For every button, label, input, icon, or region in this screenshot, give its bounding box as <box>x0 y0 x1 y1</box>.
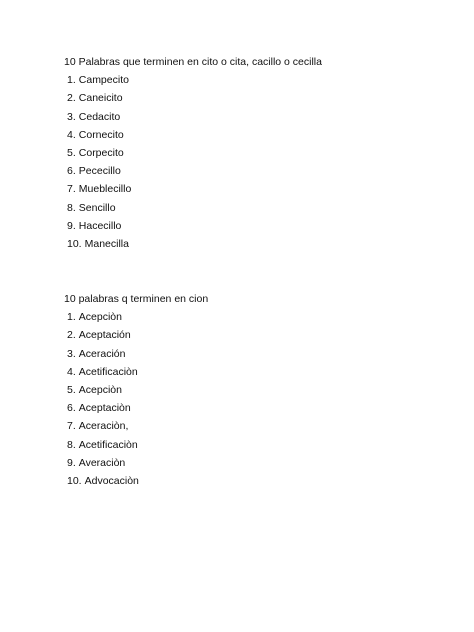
item-number: 5. <box>67 146 76 159</box>
item-word: Acepciòn <box>78 311 122 324</box>
item-word: Acepciòn <box>78 383 122 396</box>
item-number: 8. <box>67 438 76 451</box>
list-item <box>64 146 464 160</box>
item-number: 3. <box>67 347 76 360</box>
item-number: 4. <box>67 365 76 378</box>
item-number: 2. <box>67 92 76 105</box>
list-item <box>64 201 464 215</box>
list-item <box>64 164 464 178</box>
item-number: 10. <box>67 474 82 487</box>
list-item <box>64 91 464 105</box>
item-number: 6. <box>67 165 76 178</box>
list-item <box>64 328 464 342</box>
item-word: Aceración <box>78 347 126 360</box>
item-word: Aceraciòn, <box>78 420 129 433</box>
list-item <box>64 347 464 361</box>
item-word: Advocaciòn <box>84 474 139 487</box>
item-number: 3. <box>67 110 76 123</box>
section-heading: 10 palabras q terminen en cion <box>64 293 209 305</box>
list-item <box>64 419 464 433</box>
item-number: 10. <box>67 237 82 250</box>
list-item <box>64 237 464 251</box>
item-word: Manecilla <box>84 237 129 250</box>
item-number: 9. <box>67 219 76 232</box>
item-number: 1. <box>67 74 76 87</box>
item-word: Cedacito <box>78 110 121 123</box>
word-list <box>64 310 464 488</box>
word-list <box>64 73 464 251</box>
item-word: Pececillo <box>78 165 121 178</box>
list-item <box>64 110 464 124</box>
list-item <box>64 456 464 470</box>
list-item <box>64 383 464 397</box>
item-number: 5. <box>67 383 76 396</box>
list-item <box>64 438 464 452</box>
list-item <box>64 401 464 415</box>
item-word: Cornecito <box>78 128 124 141</box>
item-word: Acetificaciòn <box>78 438 138 451</box>
item-number: 8. <box>67 201 76 214</box>
item-number: 9. <box>67 456 76 469</box>
list-item <box>64 310 464 324</box>
list-item <box>64 474 464 488</box>
item-word: Averaciòn <box>78 456 126 469</box>
item-word: Campecito <box>78 74 129 87</box>
list-item <box>64 182 464 196</box>
item-word: Acetificaciòn <box>78 365 138 378</box>
list-item <box>64 365 464 379</box>
section-heading: 10 Palabras que terminen en cito o cita, cacillo o cecilla <box>64 56 322 68</box>
item-number: 7. <box>67 183 76 196</box>
item-word: Mueblecillo <box>78 183 132 196</box>
item-number: 6. <box>67 402 76 415</box>
section-cion <box>64 292 464 488</box>
item-number: 7. <box>67 420 76 433</box>
item-word: Corpecito <box>78 146 124 159</box>
list-item <box>64 73 464 87</box>
item-word: Aceptación <box>78 329 131 342</box>
item-number: 2. <box>67 329 76 342</box>
item-number: 1. <box>67 311 76 324</box>
item-number: 4. <box>67 128 76 141</box>
item-word: Sencillo <box>78 201 116 214</box>
item-word: Aceptaciòn <box>78 402 131 415</box>
item-word: Caneicito <box>78 92 123 105</box>
list-item <box>64 128 464 142</box>
list-item <box>64 219 464 233</box>
item-word: Hacecillo <box>78 219 122 232</box>
section-cito-cita <box>64 55 464 251</box>
